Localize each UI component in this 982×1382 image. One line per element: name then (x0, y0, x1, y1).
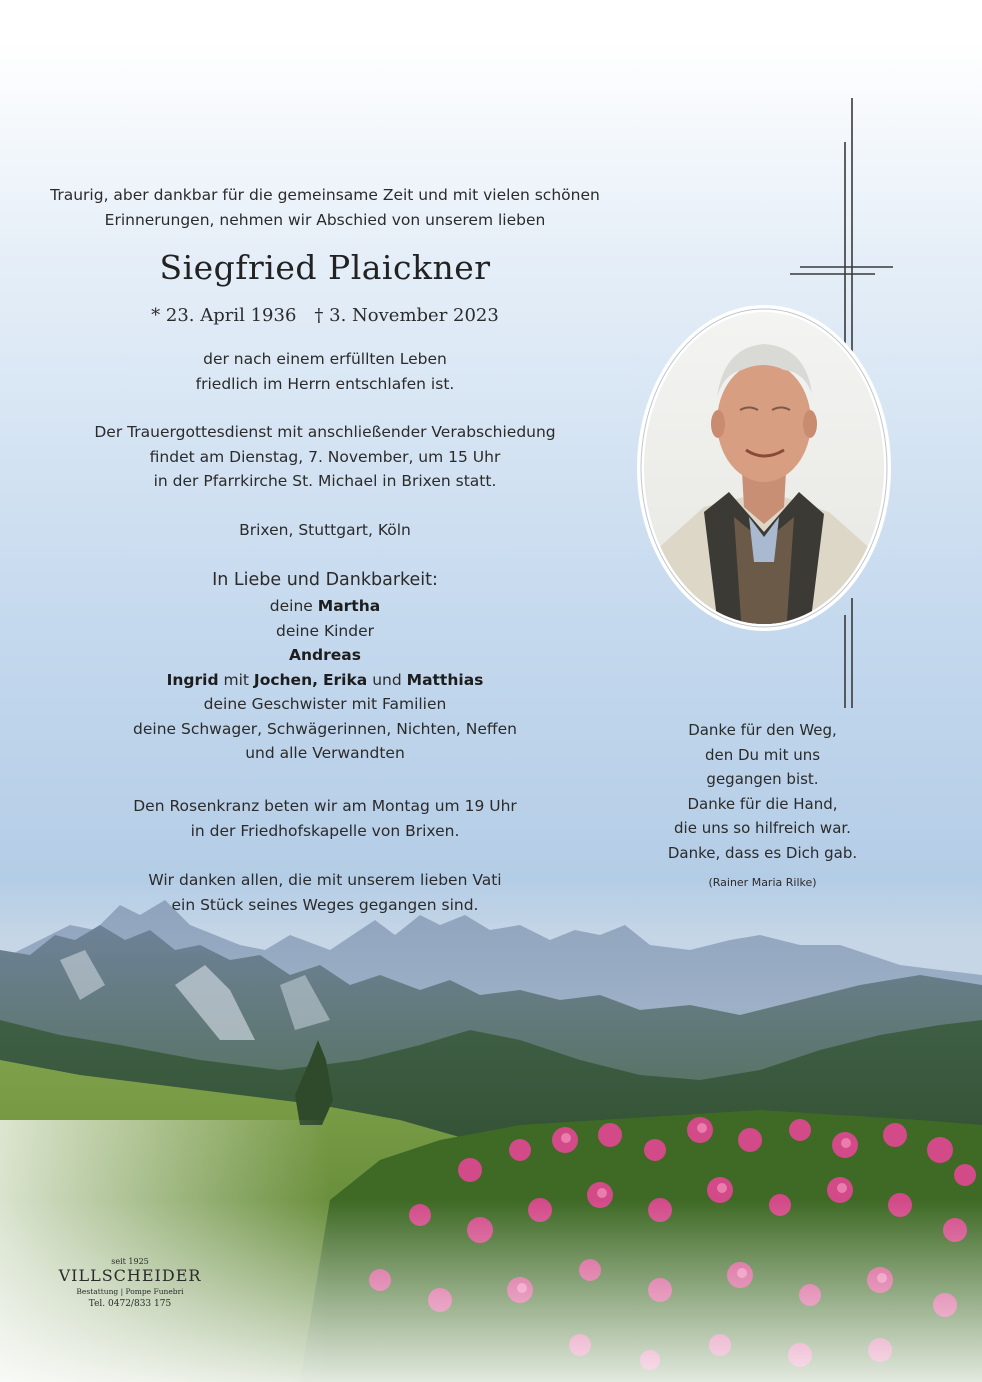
poem-line: gegangen bist. (706, 770, 819, 788)
inlaws-line: deine Schwager, Schwägerinnen, Nichten, Neffen (133, 719, 517, 738)
wife-prefix: deine (269, 597, 313, 615)
passing-line: der nach einem erfüllten Leben (203, 350, 447, 368)
logo-subtitle: Bestattung | Pompe Funebri (76, 1287, 184, 1296)
poem (640, 718, 885, 896)
thanks-line: ein Stück seines Weges gegangen sind. (171, 895, 479, 914)
service-info (30, 420, 620, 494)
thanks-text (30, 868, 620, 917)
son-in-law-name: Jochen, (253, 670, 318, 689)
poem-author: (Rainer Maria Rilke) (708, 876, 817, 889)
rosary-line: Den Rosenkranz beten wir am Montag um 19 Uhr (133, 797, 517, 815)
conjunction: mit (223, 670, 249, 689)
wife-name: Martha (317, 597, 381, 615)
deceased-name: Siegfried Plaickner (159, 248, 491, 287)
passing-text (30, 347, 620, 396)
logo-phone: Tel. 0472/833 175 (88, 1299, 172, 1309)
mourners-heading: In Liebe und Dankbarkeit: (212, 570, 438, 590)
logo-brand: VILLSCHEIDER (58, 1266, 202, 1285)
daughter-name: Ingrid (166, 670, 219, 689)
service-line: Der Trauergottesdienst mit anschließender Verabschiedung (94, 423, 556, 441)
rosary-line: in der Friedhofskapelle von Brixen. (190, 821, 460, 840)
daughter2-name: Erika (322, 670, 368, 689)
intro-text (30, 183, 620, 233)
poem-line: den Du mit uns (704, 745, 821, 764)
service-line: in der Pfarrkirche St. Michael in Brixen statt. (153, 472, 497, 490)
son-name: Andreas (289, 646, 361, 664)
children-label: deine Kinder (275, 621, 374, 640)
siblings-line: deine Geschwister mit Familien (203, 695, 447, 713)
thanks-line: Wir danken allen, die mit unserem lieben Vati (148, 871, 502, 889)
mourners-list (30, 567, 620, 766)
mourner-wife (30, 594, 620, 619)
funeral-home-logo (50, 1257, 210, 1312)
service-line: findet am Dienstag, 7. November, um 15 Uhr (149, 447, 501, 466)
logo-since: seit 1925 (111, 1257, 149, 1266)
death-date: † 3. November 2023 (314, 305, 499, 326)
intro-line: Erinnerungen, nehmen wir Abschied von unserem lieben (104, 211, 546, 229)
places-line: Brixen, Stuttgart, Köln (239, 521, 411, 539)
poem-line: die uns so hilfreich war. (674, 819, 851, 837)
passing-line: friedlich im Herrn entschlafen ist. (195, 374, 455, 393)
poem-line: Danke für die Hand, (687, 794, 838, 813)
poem-line: Danke für den Weg, (688, 721, 837, 739)
relatives-line: und alle Verwandten (245, 744, 405, 762)
conjunction: und (372, 670, 402, 689)
poem-line: Danke, dass es Dich gab. (667, 843, 858, 862)
life-dates (30, 305, 620, 326)
portrait-photo (634, 302, 894, 635)
mourner-children-line (30, 668, 620, 693)
birth-date: * 23. April 1936 (151, 305, 297, 326)
son-in-law2-name: Matthias (406, 670, 484, 689)
rosary-info (30, 794, 620, 843)
intro-line: Traurig, aber dankbar für die gemeinsame Zeit und mit vielen schönen (50, 186, 600, 204)
